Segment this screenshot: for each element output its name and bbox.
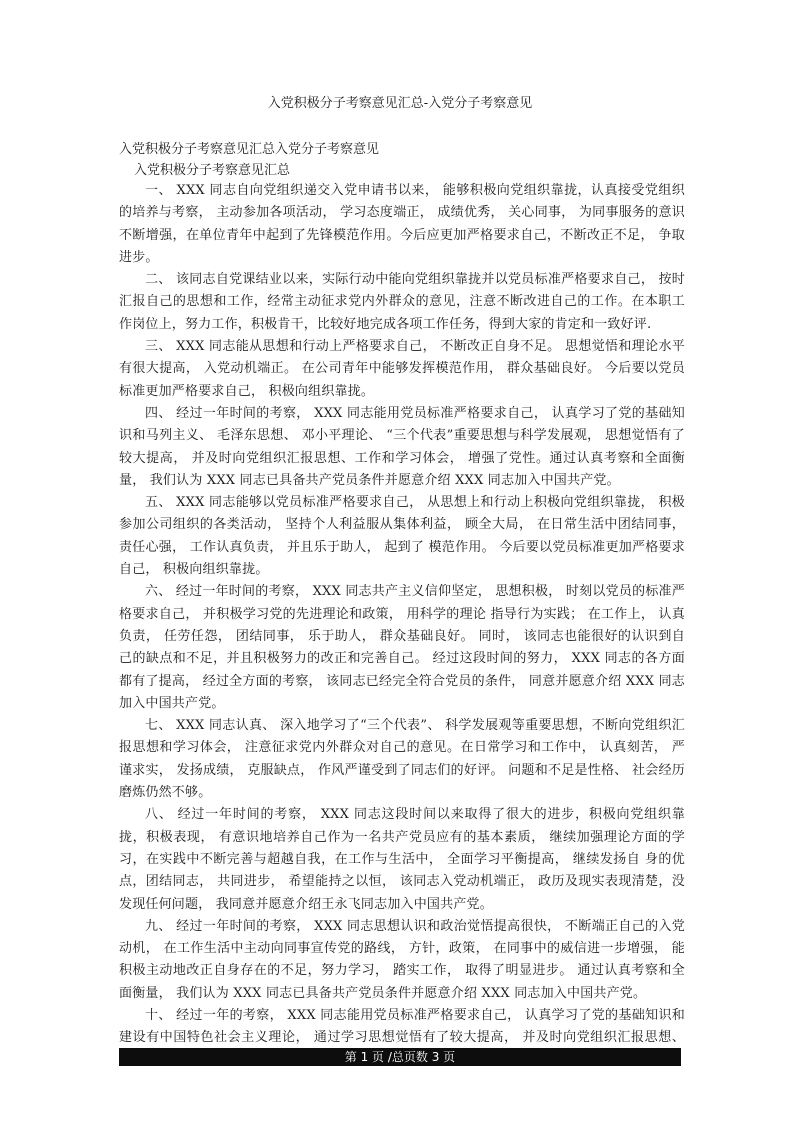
paragraph-8: 八、 经过一年时间的考察， XXX 同志这段时间以来取得了很大的进步，积极向党组织靠拢，积极表现， 有意识地培养自己作为一名共产党员应有的基本素质， 继续加强理论方面的学习，在实践中不断完善与超越自我，在工作与生活中， 全面学习平衡提高， 继续发扬自 身的优点，团结同志， 共同进步， 希望能持之以恒， 该同志入党动机端正， 政历及现实表现清楚，没发现任何问题， 我同意并愿意介绍王永飞同志加入中国共产党。: [119, 807, 685, 912]
paragraph-5: 五、 XXX 同志能够以党员标准严格要求自己， 从思想上和行动上积极向党组织靠拢， 积极参加公司组织的各类活动， 坚持个人利益服从集体利益， 顾全大局， 在日常生活中团结同事， 责任心强， 工作认真负责， 并且乐于助人， 起到了 模范作用。 今后要以党员标准更加严格要求自己， 积极向组织靠拢。: [119, 495, 685, 578]
paragraph-1: 一、 XXX 同志自向党组织递交入党申请书以来， 能够积极向党组织靠拢，认真接受党组织的培养与考察， 主动参加各项活动， 学习态度端正， 成绩优秀， 关心同事， 为同事服务的意识不断增强，在单位青年中起到了先锋模范作用。今后应更加严格要求自己，不断改正不足， 争取进步。: [119, 183, 685, 265]
document-subtitle: 入党积极分子考察意见汇总入党分子考察意见: [119, 142, 380, 157]
paragraph-7: 七、 XXX 同志认真、 深入地学习了“三个代表”、 科学发展观等重要思想，不断向党组织汇报思想和学习体会， 注意征求党内外群众对自己的意见。在日常学习和工作中， 认真刻苦， 严谨求实， 发扬成绩， 克服缺点， 作风严谨受到了同志们的好评。 问题和不足是性格、 社会经历磨炼仍然不够。: [119, 718, 685, 801]
document-body: [119, 180, 685, 1072]
paragraph-9: 九、 经过一年时间的考察， XXX 同志思想认识和政治觉悟提高很快， 不断端正自己的入党动机， 在工作生活中主动向同事宣传党的路线， 方针，政策， 在同事中的威信进一步增强， 能积极主动地改正自身存在的不足，努力学习， 踏实工作， 取得了明显进步。 通过认真考察和全面衡量， 我们认为 XXX 同志已具备共产党员条件并愿意介绍 XXX 同志加入中国共产党。: [119, 918, 685, 1001]
paragraph-10: 十、 经过一年的考察， XXX 同志能用党员标准严格要求自己， 认真学习了党的基础知识和建设有中国特色社会主义理论， 通过学习思想觉悟有了较大提高， 并及时向党组织汇报思想、: [119, 1007, 685, 1046]
page-footer-pagination: 第 1 页 /总页数 3 页: [119, 1048, 681, 1066]
page-title: 入党积极分子考察意见汇总-入党分子考察意见: [267, 96, 533, 111]
paragraph-2: 二、 该同志自党课结业以来，实际行动中能向党组织靠拢并以党员标准严格要求自己， 按时汇报自己的思想和工作，经常主动征求党内外群众的意见，注意不断改进自己的工作。在本职工作岗位上，努力工作，积极肯干，比较好地完成各项工作任务，得到大家的肯定和一致好评.: [119, 272, 685, 332]
paragraph-3: 三、 XXX 同志能从思想和行动上严格要求自己， 不断改正自身不足。 思想觉悟和理论水平有很大提高， 入党动机端正。 在公司青年中能够发挥模范作用， 群众基础良好。 今后要以党员标准更加严格要求自己， 积极向组织靠拢。: [119, 339, 685, 399]
section-heading: 入党积极分子考察意见汇总: [134, 163, 291, 178]
paragraph-6: 六、 经过一年时间的考察， XXX 同志共产主义信仰坚定， 思想积极， 时刻以党员的标准严格要求自己， 并积极学习党的先进理论和政策， 用科学的理论 指导行为实践； 在工作上， 认真负责， 任劳任怨， 团结同事， 乐于助人， 群众基础良好。 同时， 该同志也能很好的认识到自己的缺点和不足，并且积极努力的改正和完善自己。 经过这段时间的努力， XXX 同志的各方面都有了提高， 经过全方面的考察， 该同志已经完全符合党员的条件， 同意并愿意介绍 XXX 同志加入中国共产党。: [119, 584, 685, 711]
paragraph-4: 四、 经过一年时间的考察， XXX 同志能用党员标准严格要求自己， 认真学习了党的基础知识和马列主义、 毛泽东思想、 邓小平理论、 “三个代表”重要思想与科学发展观， 思想觉悟有了较大提高， 并及时向党组织汇报思想、工作和学习体会， 增强了党性。通过认真考察和全面衡量， 我们认为 XXX 同志已具备共产党员条件并愿意介绍 XXX 同志加入中国共产党。: [119, 405, 685, 488]
